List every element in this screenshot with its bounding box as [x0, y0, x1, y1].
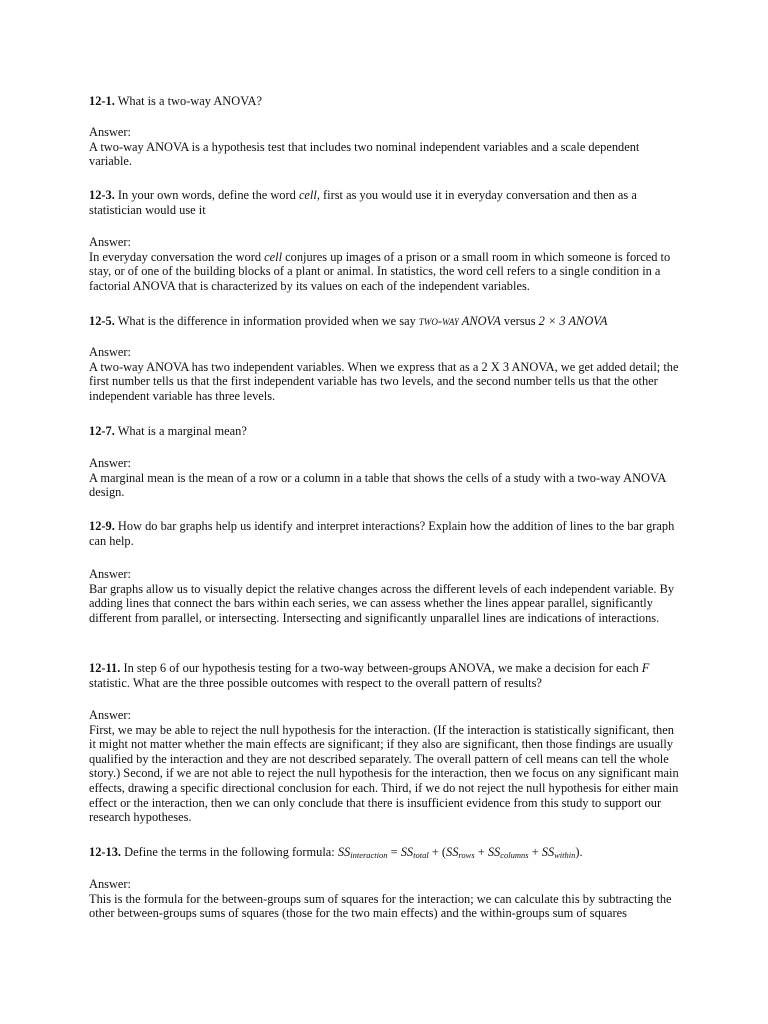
question-12-1: [89, 94, 679, 109]
answer-label: Answer:: [89, 708, 131, 722]
question-12-11: [89, 661, 679, 690]
question-12-7: [89, 424, 679, 439]
formula-ss: SS: [487, 845, 501, 859]
answer-text: Bar graphs allow us to visually depict the relative changes across the different levels of each independent variable. By adding lines that connect the bars within each series, we can assess whether the lines appear parallel, significantly different from parallel, or intersecting. Intersecting and significantly unparallel lines are indications of interactions.: [89, 581, 675, 625]
question-12-13: [89, 845, 679, 860]
formula-ss: SS: [541, 845, 555, 859]
question-text: In step 6 of our hypothesis testing for a two-way between-groups ANOVA, we make a decision for each: [123, 661, 639, 675]
question-term-2: 2 × 3 ANOVA: [538, 314, 608, 328]
answer-12-3: [89, 235, 679, 293]
answer-term: cell: [264, 249, 283, 264]
answer-12-1: [89, 125, 679, 169]
question-term: F: [641, 661, 650, 675]
question-number: 12-11.: [89, 661, 121, 675]
question-text: Define the terms in the following formula:: [124, 845, 335, 859]
question-number: 12-7.: [89, 424, 115, 438]
question-term: cell,: [298, 188, 320, 202]
question-number: 12-9.: [89, 519, 115, 533]
answer-label: Answer:: [89, 877, 131, 891]
question-number: 12-1.: [89, 94, 115, 108]
question-text: How do bar graphs help us identify and interpret interactions? Explain how the addition of lines to the bar graph can help.: [89, 519, 675, 548]
question-12-3: [89, 188, 679, 217]
formula-sub-rows: rows: [458, 850, 475, 860]
formula: [338, 845, 583, 859]
answer-label: Answer:: [89, 567, 131, 581]
formula-ss: SS: [446, 845, 459, 859]
question-12-5: [89, 314, 679, 329]
answer-label: Answer:: [89, 345, 131, 359]
answer-text: A marginal mean is the mean of a row or a column in a table that shows the cells of a study with a two-way ANOVA design.: [89, 470, 666, 500]
question-text-mid: versus: [503, 314, 536, 328]
answer-12-13: [89, 877, 679, 921]
answer-text-cont: conjures up images of a prison or a small room in which someone is forced to stay, or of one of the building blocks of a plant or animal. In statistics, the word cell refers to a single condition in a factorial ANOVA that is characterized by its values on each of the independent variables.: [89, 249, 671, 293]
formula-plus: +: [474, 845, 488, 859]
question-text: What is a marginal mean?: [117, 424, 247, 438]
question-text: What is the difference in information provided when we say: [117, 314, 416, 328]
question-number: 12-13.: [89, 845, 122, 859]
question-text: What is a two-way ANOVA?: [117, 94, 262, 108]
formula-sub-interaction: interaction: [350, 850, 388, 860]
formula-plus: + (: [428, 845, 447, 859]
question-number: 12-5.: [89, 314, 115, 328]
answer-label: Answer:: [89, 235, 131, 249]
formula-sub-within: within: [554, 850, 576, 860]
question-term-1: two-way ANOVA: [418, 314, 501, 328]
formula-sub-columns: columns: [500, 850, 529, 860]
formula-plus: +: [528, 845, 542, 859]
question-text-cont: first as you would use it in everyday conversation and then as a statistician would use it: [89, 188, 637, 217]
formula-sub-total: total: [413, 850, 429, 860]
answer-text: A two-way ANOVA has two independent variables. When we express that as a 2 X 3 ANOVA, we get added detail; the first number tells us that the first independent variable has two levels, and the second number tells us that the other independent variable has three levels.: [89, 359, 679, 403]
answer-text: This is the formula for the between-groups sum of squares for the interaction; we can calculate this by subtracting the other between-groups sums of squares (those for the two main effects) and the within-groups sum of squares: [89, 891, 672, 921]
formula-equals: =: [387, 845, 401, 859]
answer-12-11: [89, 708, 679, 825]
answer-12-7: [89, 456, 679, 500]
answer-label: Answer:: [89, 125, 131, 139]
answer-12-5: [89, 345, 679, 403]
question-text-cont: statistic. What are the three possible outcomes with respect to the overall pattern of results?: [89, 675, 542, 690]
formula-end: ).: [575, 845, 583, 859]
answer-text: In everyday conversation the word: [89, 249, 262, 264]
formula-ss: SS: [400, 845, 414, 859]
answer-text: First, we may be able to reject the null hypothesis for the interaction. (If the interaction is statistically significant, then it might not matter whether the main effects are significant; if they also are significant, then those findings are usually qualified by the interaction and they are not described separately. The overall pattern of cell means can tell the whole story.) Second, if we are not able to reject the null hypothesis for the interaction, then we focus on any significant main effects, drawing a specific directional conclusion for each. Third, if we do not reject the null hypothesis for either main effect or the interaction, then we can only conclude that there is insufficient evidence from this study to support our research hypotheses.: [89, 722, 679, 825]
formula-ss: SS: [337, 845, 351, 859]
answer-12-9: [89, 567, 679, 625]
answer-text: A two-way ANOVA is a hypothesis test that includes two nominal independent variables and a scale dependent variable.: [89, 139, 640, 169]
answer-label: Answer:: [89, 456, 131, 470]
question-number: 12-3.: [89, 188, 115, 202]
question-12-9: [89, 519, 679, 548]
question-text: In your own words, define the word: [117, 188, 296, 202]
